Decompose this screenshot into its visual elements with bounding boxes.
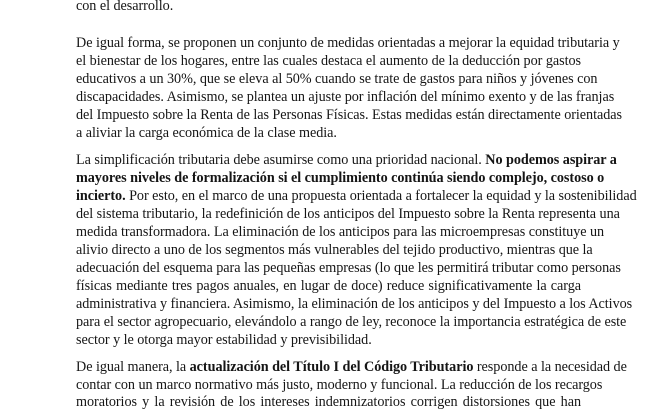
paragraph-line: a aliviar la carga económica de la clase media. [76, 125, 337, 141]
paragraph-line: físicas mediante tres pagos anuales, en lugar de doce) reduce significativamente la carga [76, 278, 581, 294]
paragraph-line: discapacidades. Asimismo, se plantea un ajuste por inflación del mínimo exento y de las franjas [76, 89, 615, 105]
normal-text: La simplificación tributaria debe asumirse como una prioridad nacional. [76, 152, 486, 168]
paragraph-line: del sistema tributario, la redefinición de los anticipos del Impuesto sobre la Renta representa una [76, 206, 620, 222]
paragraph-line: educativos a un 30%, que se eleva al 50% cuando se trate de gastos para niños y jóvenes con [76, 71, 598, 87]
paragraph-line: administrativa y financiera. Asimismo, la eliminación de los anticipos y del Impuesto a los Activos [76, 296, 633, 312]
paragraph-fragment: con el desarrollo. [76, 0, 174, 14]
paragraph-line: De igual forma, se proponen un conjunto de medidas orientadas a mejorar la equidad tributaria y [76, 35, 620, 51]
paragraph-line [76, 169, 605, 187]
paragraph-line: alivio directo a uno de los segmentos más vulnerables del tejido productivo, mientras que la [76, 242, 593, 258]
paragraph-line: para el sector agropecuario, elevándolo a rango de ley, reconoce la importancia estratégica de este [76, 314, 627, 330]
emphasized-text: incierto. [76, 188, 126, 204]
paragraph-line: adecuación del esquema para las pequeñas empresas (lo que les permitirá tributar como personas [76, 260, 621, 276]
paragraph-line [76, 151, 617, 169]
paragraph-line: el bienestar de los hogares, entre las cuales destaca el aumento de la deducción por gastos [76, 53, 581, 69]
paragraph-line: del Impuesto sobre la Renta de las Personas Físicas. Estas medidas están directamente orientadas [76, 107, 622, 123]
normal-text: Por esto, en el marco de una propuesta orientada a fortalecer la equidad y la sostenibilidad [125, 188, 637, 204]
normal-text: De igual manera, la [76, 359, 190, 375]
paragraph-line: sector y le otorga mayor estabilidad y previsibilidad. [76, 332, 372, 348]
emphasized-text: No podemos aspirar a [485, 152, 617, 168]
emphasized-text: actualización del Título I del Código Tributario [189, 359, 474, 375]
paragraph-line: contar con un marco normativo más justo, moderno y funcional. La reducción de los recargos [76, 377, 603, 393]
paragraph-line: moratorios y la revisión de los intereses indemnizatorios corrigen distorsiones que han [76, 394, 581, 410]
normal-text: responde a la necesidad de [473, 359, 627, 375]
paragraph-line [76, 187, 637, 205]
emphasized-text: mayores niveles de formalización si el cumplimiento continúa siendo complejo, costoso o [76, 170, 605, 186]
paragraph-line [76, 358, 627, 376]
paragraph-line: medida transformadora. La eliminación de los anticipos para las microempresas constituye un [76, 224, 605, 240]
